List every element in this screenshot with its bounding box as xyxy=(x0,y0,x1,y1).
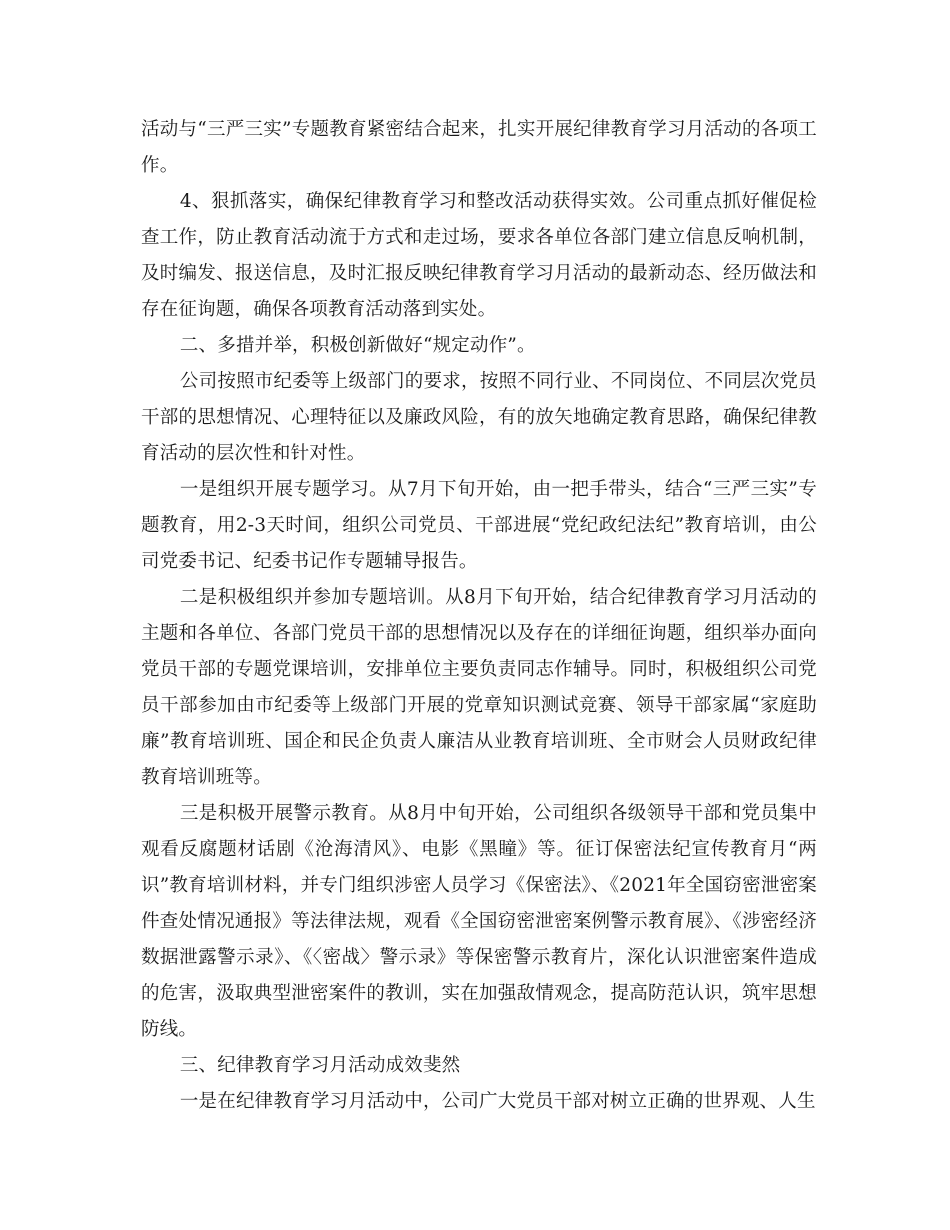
paragraph: 公司按照市纪委等上级部门的要求，按照不同行业、不同岗位、不同层次党员干部的思想情况、心理特征以及廉政风险，有的放矢地确定教育思路，确保纪律教育活动的层次性和针对性。 xyxy=(141,371,817,464)
paragraph: 一是在纪律教育学习月活动中，公司广大党员干部对树立正确的世界观、人生 xyxy=(179,1091,816,1112)
document-body xyxy=(141,112,817,1120)
section-heading: 三、纪律教育学习月活动成效斐然 xyxy=(179,1055,461,1076)
paragraph: 三是积极开展警示教育。从8月中旬开始，公司组织各级领导干部和党员集中观看反腐题材话剧《沧海清风》、电影《黑瞳》等。征订保密法纪宣传教育月“两识”教育培训材料，并专门组织涉密人员学习《保密法》、《2021年全国窃密泄密案件查处情况通报》等法律法规，观看《全国窃密泄密案例警示教育展》、《涉密经济数据泄露警示录》、《〈密战〉警示录》等保密警示教育片，深化认识泄密案件造成的危害，汲取典型泄密案件的教训，实在加强敌情观念，提高防范认识，筑牢思想防线。 xyxy=(141,803,817,1040)
section-heading: 二、多措并举，积极创新做好“规定动作”。 xyxy=(179,335,536,356)
paragraph: 活动与“三严三实”专题教育紧密结合起来，扎实开展纪律教育学习月活动的各项工作。 xyxy=(141,119,817,176)
paragraph: 4、狠抓落实，确保纪律教育学习和整改活动获得实效。公司重点抓好催促检查工作，防止教育活动流于方式和走过场，要求各单位各部门建立信息反响机制，及时编发、报送信息，及时汇报反映纪律教育学习月活动的最新动态、经历做法和存在征询题，确保各项教育活动落到实处。 xyxy=(141,191,817,320)
paragraph: 二是积极组织并参加专题培训。从8月下旬开始，结合纪律教育学习月活动的主题和各单位、各部门党员干部的思想情况以及存在的详细征询题，组织举办面向党员干部的专题党课培训，安排单位主要负责同志作辅导。同时，积极组织公司党员干部参加由市纪委等上级部门开展的党章知识测试竞赛、领导干部家属“家庭助廉”教育培训班、国企和民企负责人廉洁从业教育培训班、全市财会人员财政纪律教育培训班等。 xyxy=(141,587,817,788)
paragraph: 一是组织开展专题学习。从7月下旬开始，由一把手带头，结合“三严三实”专题教育，用2-3天时间，组织公司党员、干部进展“党纪政纪法纪”教育培训，由公司党委书记、纪委书记作专题辅导报告。 xyxy=(141,479,817,572)
